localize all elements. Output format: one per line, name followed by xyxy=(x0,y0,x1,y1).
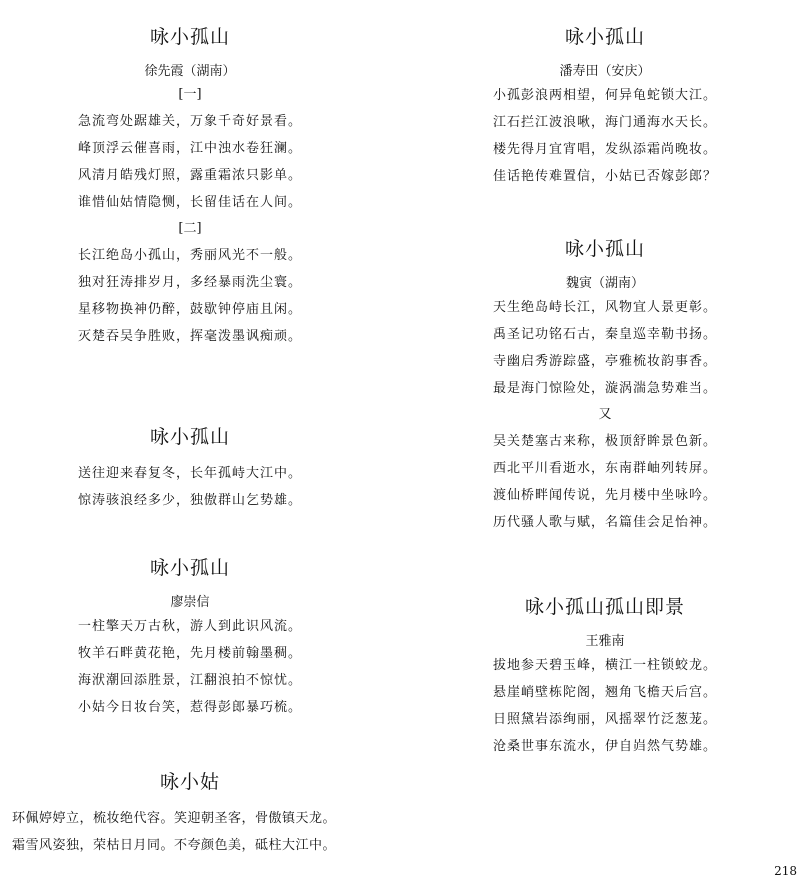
section-label: [一] xyxy=(178,87,202,102)
poem-line: 西北平川看逝水，东南群岫列转屏。 xyxy=(492,461,717,476)
section-label: [二] xyxy=(178,221,202,236)
poem-line: 最是海门惊险处，漩涡湍急势难当。 xyxy=(492,381,717,396)
poem-line: 环佩婷婷立，梳妆绝代容。笑迎朝圣客，骨傲镇天龙。 xyxy=(12,811,337,826)
poem-line: 峰顶浮云催喜雨，江中浊水卷狂澜。 xyxy=(77,141,302,156)
poem-7 xyxy=(410,594,800,760)
poem-author: 潘寿田（安庆） xyxy=(559,64,651,79)
poem-line: 历代骚人歌与赋，名篇佳会足怡神。 xyxy=(492,515,717,530)
poem-5 xyxy=(410,24,800,190)
poem-line: 送往迎来春复冬，长年孤峙大江中。 xyxy=(77,466,302,481)
poem-line: 江石拦江波浪啾，海门通海水天长。 xyxy=(492,115,717,130)
poem-author: 王雅南 xyxy=(585,634,625,649)
poem-line: 沧桑世事东流水，伊自岿然气势雄。 xyxy=(492,739,717,754)
poem-line: 海洑潮回添胜景，江翻浪拍不惊忧。 xyxy=(77,673,302,688)
poem-title: 咏小孤山 xyxy=(564,26,645,48)
poem-1 xyxy=(0,24,380,350)
page-number: 218 xyxy=(774,864,797,878)
poem-line: 小孤彭浪两相望，何异龟蛇锁大江。 xyxy=(492,88,717,103)
poem-title: 咏小孤山 xyxy=(149,26,230,48)
poem-line: 灭楚吞吴争胜败，挥毫泼墨讽痴顽。 xyxy=(77,329,302,344)
poem-line: 天生绝岛峙长江，风物宜人景更彰。 xyxy=(492,300,717,315)
poem-line: 星移物换神仍醉，鼓歇钟停庙且闲。 xyxy=(77,302,302,317)
poem-title: 咏小孤山 xyxy=(149,557,230,579)
poem-line: 拔地参天碧玉峰，横江一柱锁蛟龙。 xyxy=(492,658,717,673)
poem-title: 咏小孤山 xyxy=(564,238,645,260)
poem-line: 日照黛岩添绚丽，风摇翠竹泛葱茏。 xyxy=(492,712,717,727)
poem-line: 独对狂涛排岁月，多经暴雨洗尘寰。 xyxy=(77,275,302,290)
poem-author: 廖崇信 xyxy=(170,595,210,610)
poem-title: 咏小姑 xyxy=(159,771,220,793)
poem-line: 长江绝岛小孤山，秀丽风光不一般。 xyxy=(77,248,302,263)
poem-line: 吴关楚塞古来称，极顶舒眸景色新。 xyxy=(492,434,717,449)
poem-title: 咏小孤山孤山即景 xyxy=(524,596,685,618)
poem-line: 霜雪风姿独，荣枯日月同。不夸颜色美，砥柱大江中。 xyxy=(12,838,337,853)
poem-line: 佳话艳传难置信，小姑已否嫁彭郎？ xyxy=(492,169,717,184)
poem-line: 渡仙桥畔闻传说，先月楼中坐咏吟。 xyxy=(492,488,717,503)
poem-3 xyxy=(0,555,380,721)
poem-4 xyxy=(0,769,410,859)
poem-author: 魏寅（湖南） xyxy=(565,276,644,291)
poem-line: 谁惜仙姑情隐恻，长留佳话在人间。 xyxy=(77,195,302,210)
poem-line: 牧羊石畔黄花艳，先月楼前翰墨稠。 xyxy=(77,646,302,661)
poem-title: 咏小孤山 xyxy=(149,426,230,448)
poem-line: 悬崖峭壁栋陀阁，翘角飞檐天后宫。 xyxy=(492,685,717,700)
poem-author: 徐先霞（湖南） xyxy=(144,64,236,79)
poem-line: 风清月皓残灯照，露重霜浓只影单。 xyxy=(77,168,302,183)
poem-line: 急流弯处踞雄关，万象千奇好景看。 xyxy=(77,114,302,129)
poem-6 xyxy=(410,236,800,536)
poem-line: 惊涛骇浪经多少，独傲群山乞势雄。 xyxy=(77,493,302,508)
poem-line: 禹圣记功铭石古，秦皇巡幸勒书扬。 xyxy=(492,327,717,342)
poem-2 xyxy=(0,424,380,514)
poem-line: 一柱擎天万古秋，游人到此识风流。 xyxy=(77,619,302,634)
poem-line: 楼先得月宜宵唱，发纵添霜尚晚妆。 xyxy=(492,142,717,157)
poem-line: 寺幽启秀游踪盛，亭雅梳妆韵事香。 xyxy=(492,354,717,369)
poem-line: 小姑今日妆台笑，惹得彭郎暴巧梳。 xyxy=(77,700,302,715)
section-label: 又 xyxy=(598,407,612,422)
